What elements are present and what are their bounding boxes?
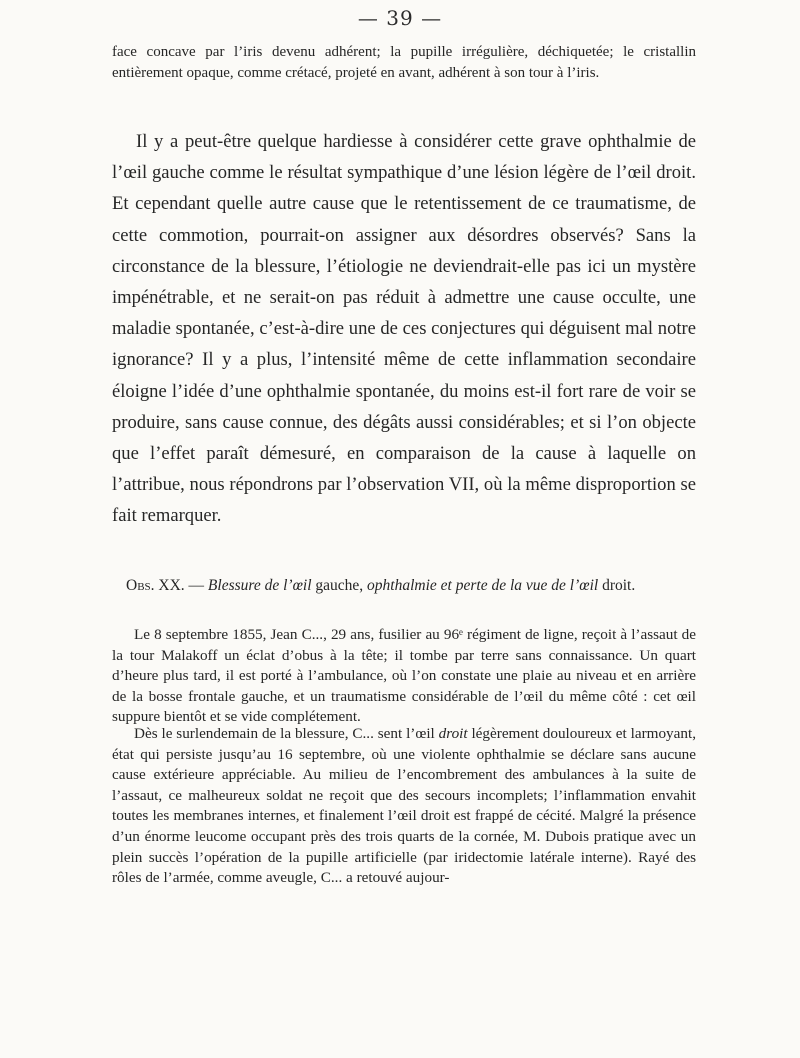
observation-label: Obs. XX. bbox=[126, 577, 185, 594]
followup-text-1: Dès le surlendemain de la blessure, C... sent l’œil bbox=[134, 725, 439, 742]
page-number: — 39 — bbox=[357, 6, 443, 30]
observation-title-part-3: ophthalmie et perte de la vue de l’œil bbox=[367, 577, 599, 594]
paragraph-case-history: Le 8 septembre 1855, Jean C..., 29 ans, fusilier au 96ᵉ régiment de ligne, reçoit à l’assaut de la tour Malakoff un éclat d’obus à la tête; il tombe par terre sans connaissance. Un quart d’heure plus tard, il est porté à l’ambulance, où l’on constate une plaie au niveau et en arrière de la bosse frontale gauche, et un traumatisme considérable de l’œil du même côté : cet œil suppure bientôt et se vide complétement. bbox=[112, 626, 696, 726]
paragraph-discussion: Il y a peut-être quelque hardiesse à considérer cette grave ophthalmie de l’œil gauche comme le résultat sympathique d’une lésion légère de l’œil droit. Et cependant quelle autre cause que le retentissement de ce traumatisme, de cette commotion, pourrait-on assigner aux désordres observés? Sans la circonstance de la blessure, l’étiologie ne deviendrait-elle pas ici un mystère impénétrable, et ne serait-on pas réduit à admettre une cause occulte, une maladie spontanée, c’est-à-dire une de ces conjectures qui déguisent mal notre ignorance? Il y a plus, l’intensité même de cette inflammation secondaire éloigne l’idée d’une ophthalmie spontanée, du moins est-il fort rare de voir se produire, sans cause connue, des dégâts aussi considérables; et si l’on objecte que l’effet paraît démesuré, en comparaison de la cause à laquelle on l’attribue, nous répondrons par l’observation VII, où la même disproportion se fait remarquer. bbox=[112, 131, 696, 527]
observation-title-part-1: Blessure de l’œil bbox=[207, 577, 312, 594]
followup-text-2: légèrement douloureux et larmoyant, état qui persiste jusqu’au 16 septembre, où une violente ophthalmie se déclare sans aucune cause extérieure appréciable. Au milieu de l’encombrement des ambulances à la suite de l’assaut, ce malheureux soldat ne reçoit que des secours incomplets; l’inflammation envahit toutes les membranes internes, et finalement l’œil droit est frappé de cécité. Malgré la présence d’un énorme leucome occupant près des trois quarts de la cornée, M. Dubois pratique avec un plein succès l’opération de la pupille artificielle (par iridectomie latérale interne). Rayé des rôles de l’armée, comme aveugle, C... a retouvé aujour- bbox=[112, 725, 696, 887]
followup-emphasis: droit bbox=[438, 725, 468, 742]
paragraph-continuation: face concave par l’iris devenu adhérent; la pupille irrégulière, déchiquetée; le cristallin entièrement opaque, comme crétacé, projeté en avant, adhérent à son tour à l’iris. bbox=[112, 44, 696, 81]
observation-title-part-2: gauche, bbox=[311, 577, 368, 594]
paragraph-case-followup bbox=[112, 724, 696, 889]
observation-heading bbox=[112, 576, 696, 596]
observation-title-part-4: droit. bbox=[598, 577, 636, 594]
observation-dash: — bbox=[184, 577, 208, 594]
